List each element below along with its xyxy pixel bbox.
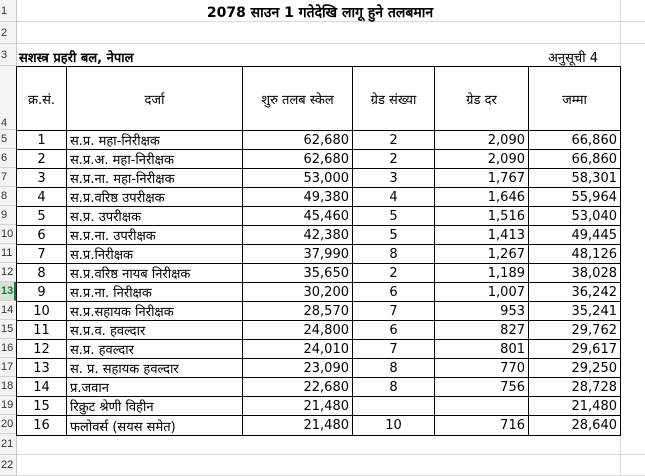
gridline xyxy=(620,0,621,66)
cell-rank[interactable]: स.प्र.सहायक निरीक्षक xyxy=(67,302,243,321)
row-number[interactable]: 11 xyxy=(0,244,16,263)
cell-grade-count[interactable]: 5 xyxy=(353,226,435,245)
cell-total[interactable]: 28,728 xyxy=(529,378,621,397)
cell-grade-rate[interactable]: 716 xyxy=(435,416,529,436)
cell-grade-count[interactable]: 10 xyxy=(353,416,435,436)
cell-grade-count[interactable]: 3 xyxy=(353,169,435,188)
cell-start-scale[interactable]: 62,680 xyxy=(243,150,353,169)
cell-sn[interactable]: 5 xyxy=(17,207,67,226)
cell-start-scale[interactable]: 62,680 xyxy=(243,131,353,150)
cell-total[interactable]: 29,617 xyxy=(529,340,621,359)
cell-sn[interactable]: 16 xyxy=(17,416,67,436)
cell-total[interactable]: 29,762 xyxy=(529,321,621,340)
cell-start-scale[interactable]: 37,990 xyxy=(243,245,353,264)
row-number[interactable]: 17 xyxy=(0,358,16,377)
row-number[interactable]: 3 xyxy=(0,44,16,66)
cell-sn[interactable]: 4 xyxy=(17,188,67,207)
cell-total[interactable]: 35,241 xyxy=(529,302,621,321)
cell-rank[interactable]: स.प्र. हवल्दार xyxy=(67,340,243,359)
cell-grade-count[interactable]: 6 xyxy=(353,283,435,302)
row-header-column xyxy=(0,0,17,476)
cell-sn[interactable]: 10 xyxy=(17,302,67,321)
cell-rank[interactable]: स.प्र.व. हवल्दार xyxy=(67,321,243,340)
cell-total[interactable]: 58,301 xyxy=(529,169,621,188)
row-number[interactable]: 12 xyxy=(0,263,16,282)
cell-grade-rate[interactable]: 1,646 xyxy=(435,188,529,207)
cell-grade-count[interactable]: 7 xyxy=(353,302,435,321)
cell-total[interactable]: 28,640 xyxy=(529,416,621,436)
row-number[interactable]: 7 xyxy=(0,168,16,187)
cell-grade-count[interactable]: 2 xyxy=(353,264,435,283)
cell-grade-count[interactable]: 7 xyxy=(353,340,435,359)
gridline xyxy=(620,434,621,476)
cell-grade-rate[interactable]: 827 xyxy=(435,321,529,340)
cell-rank[interactable]: स.प्र. उपरीक्षक xyxy=(67,207,243,226)
table-row xyxy=(17,359,621,378)
row-number[interactable]: 18 xyxy=(0,377,16,396)
row-number[interactable]: 14 xyxy=(0,301,16,320)
table-row xyxy=(17,245,621,264)
organization-label[interactable]: सशस्त्र प्रहरी बल, नेपाल xyxy=(19,51,134,66)
header-grade-rate[interactable]: ग्रेड दर xyxy=(435,67,529,131)
sheet-title[interactable]: 2078 साउन 1 गतेदेखि लागू हुने तलबमान xyxy=(206,5,434,21)
table-row xyxy=(17,264,621,283)
row-number[interactable]: 1 xyxy=(0,0,16,22)
cell-grade-count[interactable]: 8 xyxy=(353,245,435,264)
cell-sn[interactable]: 14 xyxy=(17,378,67,397)
cell-start-scale[interactable]: 21,480 xyxy=(243,416,353,436)
row-number[interactable]: 4 xyxy=(0,66,16,130)
cell-rank[interactable]: स.प्र.अ. महा-निरीक्षक xyxy=(67,150,243,169)
cell-sn[interactable]: 15 xyxy=(17,397,67,416)
cell-grade-rate[interactable]: 1,189 xyxy=(435,264,529,283)
cell-sn[interactable]: 7 xyxy=(17,245,67,264)
row-number[interactable]: 2 xyxy=(0,22,16,44)
cell-start-scale[interactable]: 22,680 xyxy=(243,378,353,397)
cell-sn[interactable]: 12 xyxy=(17,340,67,359)
row-number[interactable]: 20 xyxy=(0,415,16,434)
cell-rank[interactable]: स. प्र. सहायक हवल्दार xyxy=(67,359,243,378)
cell-sn[interactable]: 2 xyxy=(17,150,67,169)
cell-grade-rate[interactable]: 1,007 xyxy=(435,283,529,302)
cell-sn[interactable]: 6 xyxy=(17,226,67,245)
header-row xyxy=(17,67,621,131)
table-row xyxy=(17,188,621,207)
cell-start-scale[interactable]: 53,000 xyxy=(243,169,353,188)
table-row xyxy=(17,378,621,397)
row-number[interactable]: 21 xyxy=(0,434,16,455)
cell-total[interactable]: 66,860 xyxy=(529,150,621,169)
cell-rank[interactable]: फलोवर्स (सयस समेत) xyxy=(67,416,243,436)
cell-total[interactable]: 66,860 xyxy=(529,131,621,150)
cell-rank[interactable]: स.प्र.ना. उपरीक्षक xyxy=(67,226,243,245)
cell-rank[interactable]: स.प्र.निरीक्षक xyxy=(67,245,243,264)
cell-sn[interactable]: 3 xyxy=(17,169,67,188)
cell-grade-rate[interactable]: 770 xyxy=(435,359,529,378)
cell-grade-rate[interactable] xyxy=(435,397,529,416)
cell-grade-count[interactable]: 4 xyxy=(353,188,435,207)
cell-sn[interactable]: 13 xyxy=(17,359,67,378)
table-row xyxy=(17,397,621,416)
row-number[interactable]: 5 xyxy=(0,130,16,149)
schedule-label[interactable]: अनुसूची 4 xyxy=(548,51,598,66)
cell-rank[interactable]: स.प्र. महा-निरीक्षक xyxy=(67,131,243,150)
table-row xyxy=(17,283,621,302)
cell-total[interactable]: 49,445 xyxy=(529,226,621,245)
cell-grade-count[interactable]: 6 xyxy=(353,321,435,340)
cell-total[interactable]: 48,126 xyxy=(529,245,621,264)
row-number[interactable]: 16 xyxy=(0,339,16,358)
table-row xyxy=(17,416,621,436)
table-row xyxy=(17,321,621,340)
cell-grade-rate[interactable]: 1,767 xyxy=(435,169,529,188)
table-row xyxy=(17,340,621,359)
cell-grade-rate[interactable]: 953 xyxy=(435,302,529,321)
header-start-scale[interactable]: शुरु तलब स्केल xyxy=(243,67,353,131)
header-grade-count[interactable]: ग्रेड संख्या xyxy=(353,67,435,131)
salary-table xyxy=(16,66,621,436)
cell-total[interactable]: 21,480 xyxy=(529,397,621,416)
row-number[interactable]: 10 xyxy=(0,225,16,244)
cell-sn[interactable]: 1 xyxy=(17,131,67,150)
cell-grade-rate[interactable]: 2,090 xyxy=(435,131,529,150)
row-number-selected[interactable]: 13 xyxy=(0,282,16,301)
cell-total[interactable]: 53,040 xyxy=(529,207,621,226)
cell-rank[interactable]: स.प्र.ना. निरीक्षक xyxy=(67,283,243,302)
cell-grade-count[interactable]: 5 xyxy=(353,207,435,226)
header-rank[interactable]: दर्जा xyxy=(67,67,243,131)
cell-rank[interactable]: स.प्र.वरिष्ठ उपरीक्षक xyxy=(67,188,243,207)
header-total[interactable]: जम्मा xyxy=(529,67,621,131)
gridline xyxy=(17,43,645,44)
table-row xyxy=(17,169,621,188)
cell-rank[interactable]: रिक्रुट श्रेणी विहीन xyxy=(67,397,243,416)
row-number[interactable]: 8 xyxy=(0,187,16,206)
gridline xyxy=(17,454,645,455)
cell-grade-count[interactable]: 2 xyxy=(353,150,435,169)
cell-start-scale[interactable]: 45,460 xyxy=(243,207,353,226)
table-row xyxy=(17,302,621,321)
row-number[interactable]: 15 xyxy=(0,320,16,339)
cell-start-scale[interactable]: 28,570 xyxy=(243,302,353,321)
cell-start-scale[interactable]: 30,200 xyxy=(243,283,353,302)
table-row xyxy=(17,226,621,245)
cell-grade-rate[interactable]: 756 xyxy=(435,378,529,397)
cell-start-scale[interactable]: 24,800 xyxy=(243,321,353,340)
row-number[interactable]: 19 xyxy=(0,396,16,415)
cell-total[interactable]: 29,250 xyxy=(529,359,621,378)
cell-grade-rate[interactable]: 2,090 xyxy=(435,150,529,169)
cell-grade-rate[interactable]: 1,516 xyxy=(435,207,529,226)
cell-start-scale[interactable]: 49,380 xyxy=(243,188,353,207)
cell-sn[interactable]: 8 xyxy=(17,264,67,283)
cell-start-scale[interactable]: 23,090 xyxy=(243,359,353,378)
cell-start-scale[interactable]: 35,650 xyxy=(243,264,353,283)
cell-rank[interactable]: प्र.जवान xyxy=(67,378,243,397)
row-number[interactable]: 9 xyxy=(0,206,16,225)
cell-grade-rate[interactable]: 801 xyxy=(435,340,529,359)
table-row xyxy=(17,150,621,169)
cell-total[interactable]: 36,242 xyxy=(529,283,621,302)
cell-grade-count[interactable]: 2 xyxy=(353,131,435,150)
cell-rank[interactable]: स.प्र.वरिष्ठ नायब निरीक्षक xyxy=(67,264,243,283)
cell-grade-rate[interactable]: 1,413 xyxy=(435,226,529,245)
cell-start-scale[interactable]: 24,010 xyxy=(243,340,353,359)
row-number[interactable]: 6 xyxy=(0,149,16,168)
header-sn[interactable]: क्र.सं. xyxy=(17,67,67,131)
cell-start-scale[interactable]: 42,380 xyxy=(243,226,353,245)
cell-start-scale[interactable]: 21,480 xyxy=(243,397,353,416)
table-row xyxy=(17,207,621,226)
cell-grade-count[interactable]: 8 xyxy=(353,359,435,378)
cell-total[interactable]: 55,964 xyxy=(529,188,621,207)
cell-sn[interactable]: 11 xyxy=(17,321,67,340)
cell-sn[interactable]: 9 xyxy=(17,283,67,302)
table-row xyxy=(17,131,621,150)
cell-grade-count[interactable]: 8 xyxy=(353,378,435,397)
row-number[interactable]: 22 xyxy=(0,455,16,476)
cell-total[interactable]: 38,028 xyxy=(529,264,621,283)
cell-rank[interactable]: स.प्र.ना. महा-निरीक्षक xyxy=(67,169,243,188)
cell-grade-count[interactable] xyxy=(353,397,435,416)
cell-grade-rate[interactable]: 1,267 xyxy=(435,245,529,264)
